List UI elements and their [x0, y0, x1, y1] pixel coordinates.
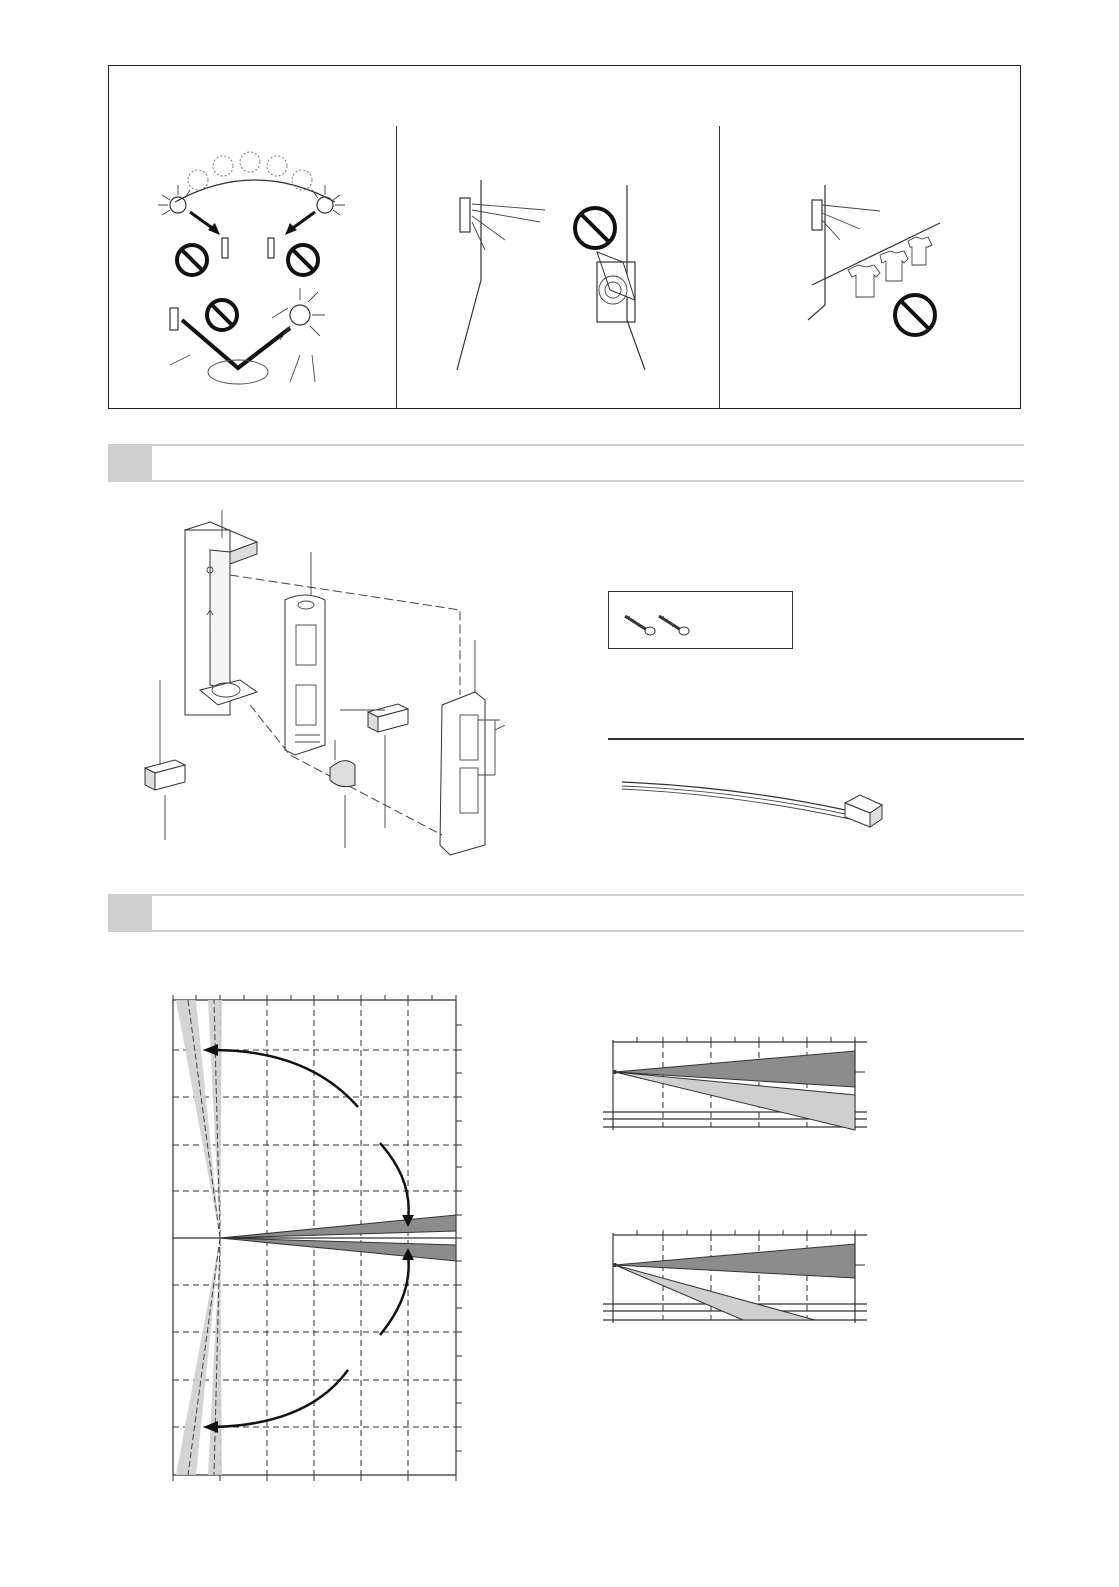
section-number-tab	[108, 896, 152, 930]
sun-icon	[158, 185, 190, 215]
panel-divider-2	[719, 126, 720, 409]
air-conditioner-unit	[597, 252, 635, 322]
front-cover	[440, 692, 485, 855]
cable-connector-icon	[620, 775, 910, 835]
prohibited-sign-icon	[207, 300, 237, 330]
sun-icon	[272, 288, 325, 340]
side-view-detection-diagram-2	[603, 1228, 873, 1328]
section-header-parts	[108, 444, 1024, 482]
spacer-block	[368, 704, 408, 732]
top-view-detection-diagram	[158, 995, 468, 1485]
prohibited-sign-icon	[177, 245, 207, 275]
sensor-main-unit	[285, 595, 325, 755]
prohibited-sign-icon	[288, 245, 318, 275]
air-conditioner-warning-illustration	[445, 180, 685, 410]
screw-icon	[655, 610, 695, 640]
laundry-warning-illustration	[800, 185, 1000, 365]
shirt-icon	[908, 237, 932, 265]
section-number-tab	[108, 446, 152, 480]
accessory-separator	[608, 738, 1024, 740]
sunlight-warning-illustration	[140, 150, 400, 390]
spacer-block	[145, 760, 185, 790]
shirt-icon	[880, 251, 908, 281]
section-header-detection-area	[108, 894, 1024, 932]
shirt-icon	[848, 265, 880, 297]
sun-path-dotted-circles	[188, 152, 312, 190]
exploded-parts-diagram	[130, 510, 530, 850]
cable-clip	[330, 761, 355, 787]
accessory-screws-box	[608, 591, 793, 649]
mounting-bracket	[185, 522, 257, 715]
prohibited-sign-icon	[895, 295, 935, 335]
sun-icon	[312, 185, 345, 215]
side-view-detection-diagram-1	[603, 1035, 873, 1135]
prohibited-sign-icon	[575, 208, 615, 248]
